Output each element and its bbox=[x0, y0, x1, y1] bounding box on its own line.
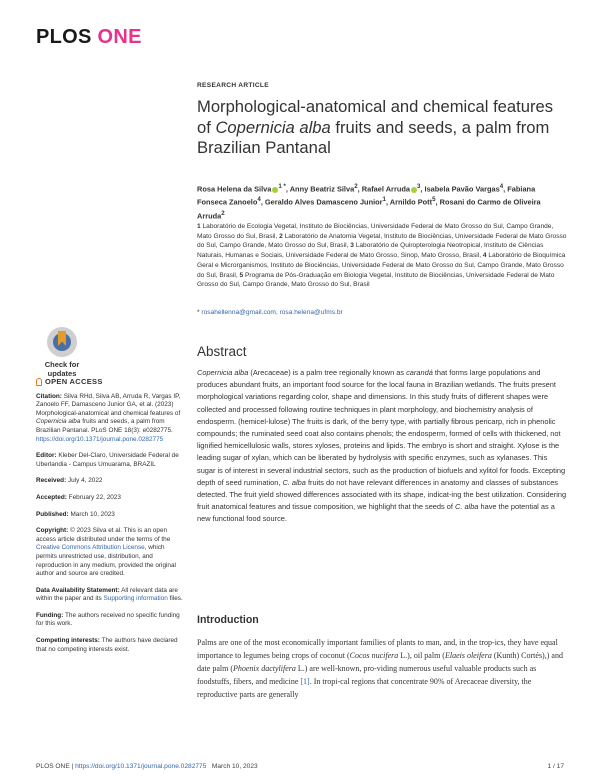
crossmark-icon bbox=[47, 327, 77, 357]
article-type: RESEARCH ARTICLE bbox=[197, 82, 269, 89]
competing-interests: Competing interests: The authors have declared that no competing interests exist. bbox=[36, 637, 178, 653]
citation-doi-link[interactable]: https://doi.org/10.1371/journal.pone.0282775 bbox=[36, 435, 164, 443]
correspondence: * rosahellenna@gmail.com, rosa.helena@ufms.br bbox=[197, 309, 343, 316]
supporting-info-link[interactable]: Supporting information bbox=[103, 595, 168, 603]
author-name[interactable]: , Geraldo Alves Damasceno Junior bbox=[260, 197, 383, 207]
editor: Editor: Kleber Del-Claro, Universidade Federal de Uberlandia - Campus Umuarama, BRAZIL bbox=[36, 452, 179, 468]
abstract-heading: Abstract bbox=[197, 344, 247, 359]
author-name[interactable]: , Rafael Arruda bbox=[357, 184, 410, 194]
author-name[interactable]: , Isabela Pavão Vargas bbox=[420, 184, 500, 194]
email-links[interactable]: rosahellenna@gmail.com, rosa.helena@ufms.br bbox=[201, 309, 343, 316]
journal-logo[interactable] bbox=[36, 26, 142, 49]
footer-journal: PLOS ONE bbox=[36, 763, 70, 770]
article-sidebar bbox=[36, 378, 186, 662]
footer-doi-link[interactable]: https://doi.org/10.1371/journal.pone.0282775 bbox=[75, 763, 207, 770]
affiliations: 1 Laboratório de Ecologia Vegetal, Instituto de Biociências, Universidade Federal de Mato Grosso do Sul, Campo Grande, Mato Grosso do Sul, Brasil, 2 Laboratório de Anatomia Vegetal, Instituto de Biociências, Universidade Federal de Mato Grosso do Sul, Campo Grande, Mato Grosso do Sul, Brasil, 3 Laboratório de Quiropterologia Neotropical, Instituto de Ciências Naturais, Humanas e Sociais, Universidade Federal de Mato Grosso, Sinop, Mato Grosso, Brasil, 4 Laboratório de Bioquímica Geral e Microrganismos, Instituto de Biociências, Universidade Federal de Mato Grosso do Sul, Campo Grande, Mato Grosso do Sul, Brasil, 5 Programa de Pós-Graduação em Biologia Vegetal, Instituto de Biociências, Universidade Federal de Mato Grosso do Sul, Campo Grande, Mato Grosso do Sul, Brasil bbox=[197, 223, 567, 289]
abstract-text: Copernicia alba (Arecaceae) is a palm tree regionally known as carandá that forms large populations and produces abundant fruits, an important food source for the local fauna in Brazilian wetlands. The fruits present morphological variations regarding color, shape and dimensions. In this study fruits of different shapes were collected and processed following routine techniques in plant morphology, and biochemistry analysis of endosperm. (hemicel-lulose) The fruits is dark, of the berry type, with partially fibrous pericarp, rich in phenolic compounds; the ruminated seed coat also contains phenols; the endosperm, formed of cells with thickened, not lignified hemicellulosic walls, stores xyloses, proteins and lipids. The embryo is short and straight. Xylose is the leading sugar of xylan, which can be liberated by hydrolysis with specific enzymes, such as xylanases. This sugar is of interest in several industrial sectors, such as the production of biofuels and xylitol for foods. Excepting depth of seed rumination, C. alba fruits do not have relevant differences in anatomy and classes of substances detected. The fruit yield showed differences associated with its shape, indicat-ing the best utilization. Considering fruit anatomical features and tissue composition, we highlight that the seeds of C. alba have the potential as a new functional food source. bbox=[197, 368, 567, 524]
article-title: Morphological-anatomical and chemical features of Copernicia alba fruits and seeds, a palm from Brazilian Pantanal bbox=[197, 97, 554, 157]
author-list: Rosa Helena da Silva $^{1 *}$, Anny Beatriz Silva$^2$, Rafael Arruda $^3$, Isabela Pavão Vargas$^4$, Fabiana Fonseca Zanoelo$^4$, Geraldo Alves Damasceno Junior$^1$, Arnildo Pott$^5$, Rosani do Carmo de Oliveira Arruda$^2$ bbox=[197, 183, 541, 221]
funding: Funding: The authors received no specific funding for this work. bbox=[36, 611, 180, 628]
copyright: Copyright: © 2023 Silva et al. This is an open access article distributed under the terms of the Creative Commons Attribution License, which permits unrestricted use, distribution, and reproduction in any medium, provided the original author and source are credited. bbox=[36, 527, 176, 578]
accepted-date: Accepted: February 22, 2023 bbox=[36, 493, 121, 501]
logo-one: ONE bbox=[91, 26, 142, 48]
crossmark-label: Check for updates bbox=[44, 360, 80, 378]
open-access-label: OPEN ACCESS bbox=[36, 378, 186, 387]
published-date: Published: March 10, 2023 bbox=[36, 510, 115, 518]
author-name[interactable]: Rosa Helena da Silva bbox=[197, 184, 272, 194]
open-lock-icon bbox=[36, 378, 42, 386]
logo-plos: PLOS bbox=[36, 26, 92, 48]
introduction-text: Palms are one of the most economically important families of plants to man, and, in the trop-ics, they have equal importance to legumes being crops of coconut (Cocos nucifera L.), oil palm (Elaeis oleifera (Kunth) Cortés),) and date palm (Phoenix dactylifera L.) are well-known, pro-viding numerous useful valuable products such as foodstuffs, fibers, and medicine [1]. In tropi-cal regions that concentrate 90% of Arecaceae diversity, the reproductive parts are generally bbox=[197, 638, 563, 700]
page-number: 1 / 17 bbox=[547, 763, 564, 770]
citation: Citation: Silva RHd, Silva AB, Arruda R, Vargas IP, Zanoelo FF, Damasceno Junior GA, et al. (2023) Morphological-anatomical and chemical features of Copernicia alba fruits and seeds, a palm from Brazilian Pantanal. PLoS ONE 18(3): e0282775. https://doi.org/10.1371/journal.pone.0282775 bbox=[36, 392, 181, 443]
author-name[interactable]: , Anny Beatriz Silva bbox=[285, 184, 355, 194]
license-link[interactable]: Creative Commons Attribution License bbox=[36, 544, 145, 552]
data-availability: Data Availability Statement: All relevant data are within the paper and its Supporting information files. bbox=[36, 586, 183, 603]
footer-date: March 10, 2023 bbox=[211, 763, 258, 770]
received-date: Received: July 4, 2022 bbox=[36, 477, 103, 485]
author-name[interactable]: , Rosani do Carmo de Oliveira Arruda bbox=[197, 197, 541, 221]
reference-link[interactable]: [1] bbox=[300, 677, 310, 687]
introduction-heading: Introduction bbox=[197, 614, 259, 626]
page-footer: PLOS ONE | https://doi.org/10.1371/journal.pone.0282775 March 10, 2023 1 / 17 bbox=[36, 763, 564, 770]
author-name[interactable]: , Arnildo Pott bbox=[385, 197, 433, 207]
author-name[interactable]: , Fabiana Fonseca Zanoelo bbox=[197, 184, 536, 207]
